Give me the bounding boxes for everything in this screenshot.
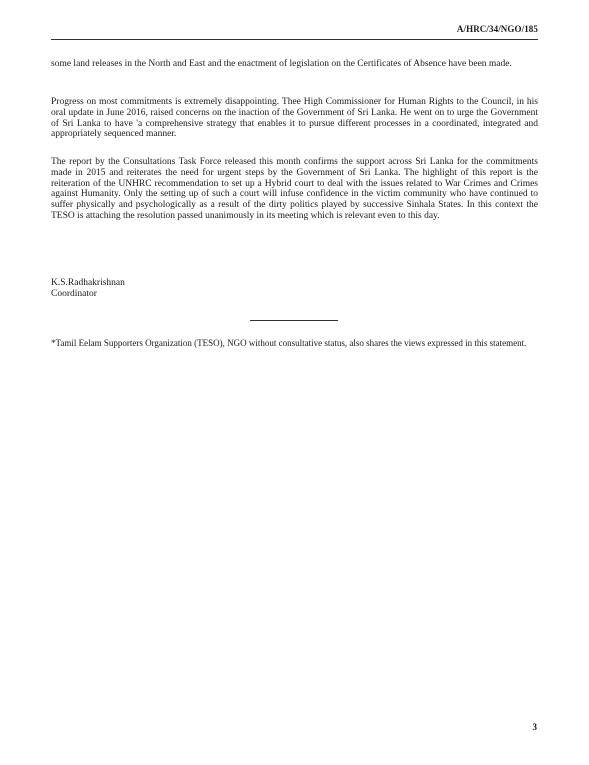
footnote: *Tamil Eelam Supporters Organization (TESO), NGO without consultative status, also shares the views expressed in this statement. — [51, 338, 527, 348]
body-paragraph-2: Progress on most commitments is extremely disappointing. Thee High Commissioner for Human Rights to the Council, in his oral update in June 2016, raised concerns on the inaction of the Government of Sri Lanka. He went on to urge the Government of Sri Lanka to have 'a comprehensive strategy that enables it to pursue different processes in a coordinated, integrated and appropriately sequenced manner. — [51, 97, 538, 140]
body-paragraph-3: The report by the Consultations Task Force released this month confirms the support across Sri Lanka for the commitments made in 2015 and reiterates the need for urgent steps by the Government of Sri Lanka. The highlight of this report is the reiteration of the UNHRC recommendation to set up a Hybrid court to deal with the issues related to War Crimes and Crimes against Humanity. Only the setting up of such a court will infuse confidence in the victim community who have continued to suffer physically and psychologically as a result of the dirty politics played by successive Sinhala States. In this context the TESO is attaching the resolution passed unanimously in its meeting which is relevant even to this day. — [51, 157, 538, 221]
signature-block — [51, 278, 125, 300]
body-paragraph-1: some land releases in the North and East and the enactment of legislation on the Certificates of Absence have been made. — [51, 59, 512, 69]
signatory-title: Coordinator — [51, 289, 97, 299]
signatory-name: K.S.Radhakrishnan — [51, 278, 125, 288]
page-number: 3 — [532, 722, 537, 732]
header-divider — [51, 39, 538, 40]
document-symbol: A/HRC/34/NGO/185 — [456, 24, 538, 34]
footnote-divider — [250, 320, 338, 321]
